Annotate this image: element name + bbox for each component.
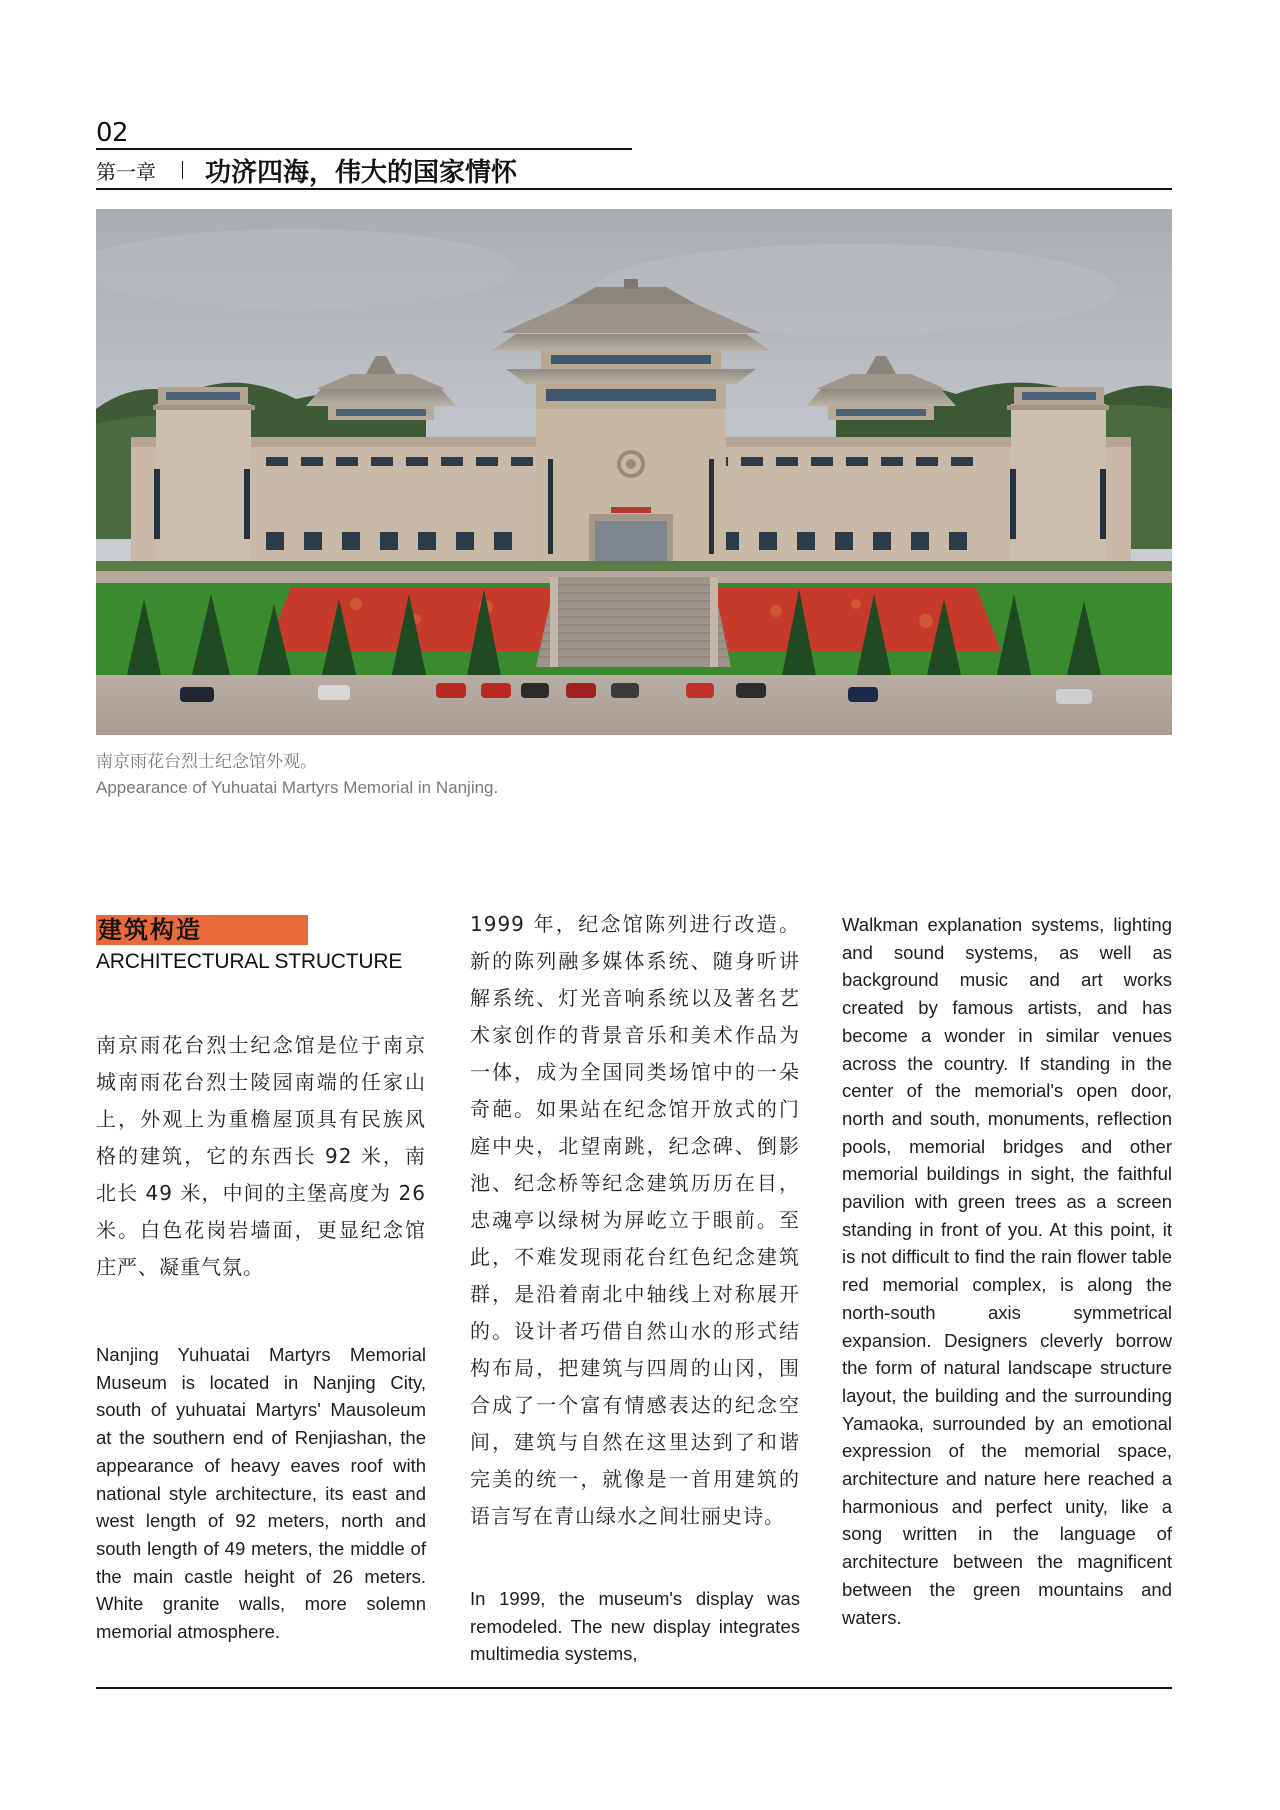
chapter-label: 第一章 bbox=[96, 159, 156, 184]
column-2-chinese-text: 1999 年，纪念馆陈列进行改造。新的陈列融多媒体系统、随身听讲解系统、灯光音响系统以及著名艺术家创作的背景音乐和美术作品为一体，成为全国同类场馆中的一朵奇葩。如果站在纪念馆开放式的门庭中央，北望南跳，纪念碑、倒影池、纪念桥等纪念建筑历历在目，忠魂亭以绿树为屏屹立于眼前。至此，不难发现雨花台红色纪念建筑群，是沿着南北中轴线上对称展开的。设计者巧借自然山水的形式结构布局，把建筑与四周的山冈，围合成了一个富有情感表达的纪念空间，建筑与自然在这里达到了和谐完美的统一，就像是一首用建筑的语言写在青山绿水之间壮丽史诗。 bbox=[470, 912, 800, 1528]
column-1-english-text: Nanjing Yuhuatai Martyrs Memorial Museum is located in Nanjing City, south of yuhuatai Martyrs' Mausoleum at the southern end of Renjiashan, the appearance of heavy eaves roof with national style architecture, its east and west length of 92 meters, north and south length of 49 meters, the middle of the main castle height of 26 meters. White granite walls, more solemn memorial atmosphere. bbox=[96, 1344, 426, 1643]
column-1-english bbox=[96, 1341, 426, 1646]
photo-caption bbox=[96, 750, 1172, 800]
memorial-building-illustration bbox=[96, 209, 1172, 735]
column-1-chinese bbox=[96, 1027, 426, 1286]
header-rule bbox=[96, 188, 1172, 190]
caption-chinese: 南京雨花台烈士纪念馆外观。 bbox=[96, 752, 317, 772]
section-heading: 建筑构造 bbox=[96, 915, 308, 945]
chapter-header bbox=[96, 152, 517, 188]
column-3-english-text: Walkman explanation systems, lighting and sound systems, as well as background music and art works created by famous artists, and has become a wonder in similar venues across the country. If standing in the center of the memorial's open door, north and south, monuments, reflection pools, memorial bridges and other memorial buildings in sight, the faithful pavilion with green trees as a screen standing in front of you. At this point, it is not difficult to find the rain flower table red memorial complex, is along the north-south axis symmetrical expansion. Designers cleverly borrow the form of natural landscape structure layout, the building and the surrounding Yamaoka, surrounded by an emotional expression of the memorial space, architecture and nature here reached a harmonious and perfect unity, like a song written in the language of architecture between the magnificent between the green mountains and waters. bbox=[842, 914, 1172, 1628]
column-2-english bbox=[470, 1585, 800, 1668]
top-rule bbox=[96, 148, 632, 150]
section-subheading: ARCHITECTURAL STRUCTURE bbox=[96, 950, 403, 973]
column-1-chinese-text: 南京雨花台烈士纪念馆是位于南京城南雨花台烈士陵园南端的任家山上，外观上为重檐屋顶具有民族风格的建筑，它的东西长 92 米，南北长 49 米，中间的主堡高度为 26 米。白色花岗岩墙面，更显纪念馆庄严、凝重气氛。 bbox=[96, 1033, 426, 1279]
bottom-rule bbox=[96, 1687, 1172, 1689]
caption-english: Appearance of Yuhuatai Martyrs Memorial in Nanjing. bbox=[96, 778, 499, 797]
chapter-title: 功济四海，伟大的国家情怀 bbox=[205, 157, 518, 188]
chapter-separator bbox=[182, 161, 183, 179]
page-number: 02 bbox=[96, 118, 129, 148]
column-3-english bbox=[842, 911, 1172, 1631]
column-2-english-text: In 1999, the museum's display was remodeled. The new display integrates multimedia systems, bbox=[470, 1588, 800, 1665]
column-2-chinese bbox=[470, 906, 800, 1535]
memorial-photo bbox=[96, 209, 1172, 735]
